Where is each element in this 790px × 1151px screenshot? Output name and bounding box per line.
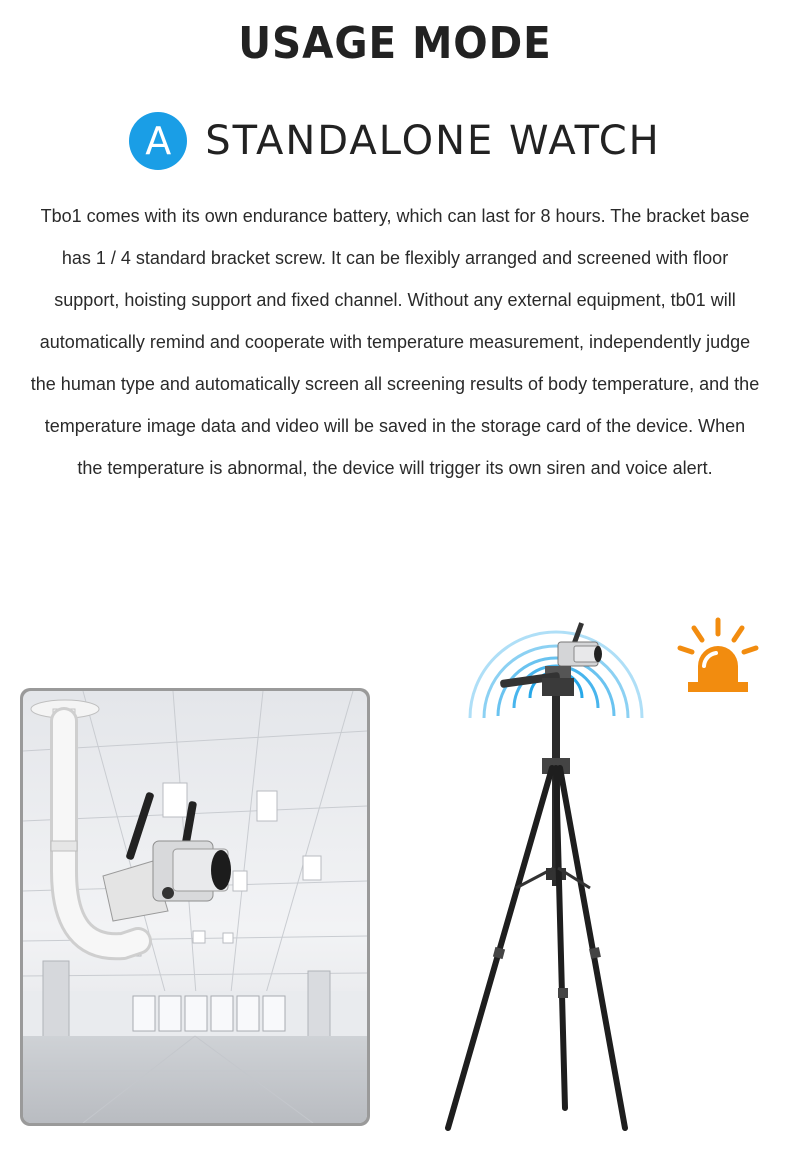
section-title: STANDALONE WATCH [205,118,661,164]
section-description: Tbo1 comes with its own endurance battery, which can last for 8 hours. The bracket base has 1 / 4 standard bracket screw. It can be flexibly arranged and screened with floor support, hoisting support and fixed channel. Without any external equipment, tb01 will automatically remind and cooperate with temperature measurement, independently judge the human type and automatically screen all screening results of body temperature, and the temperature image data and video will be saved in the storage card of the device. When the temperature is abnormal, the device will trigger its own siren and voice alert. [30,206,760,478]
siren-icon [676,616,760,696]
section-header [0,112,790,170]
tripod-camera-illustration [430,568,650,1138]
ceiling-mount-photo [20,688,370,1126]
section-badge: A [129,112,187,170]
page-title: USAGE MODE [238,18,552,69]
